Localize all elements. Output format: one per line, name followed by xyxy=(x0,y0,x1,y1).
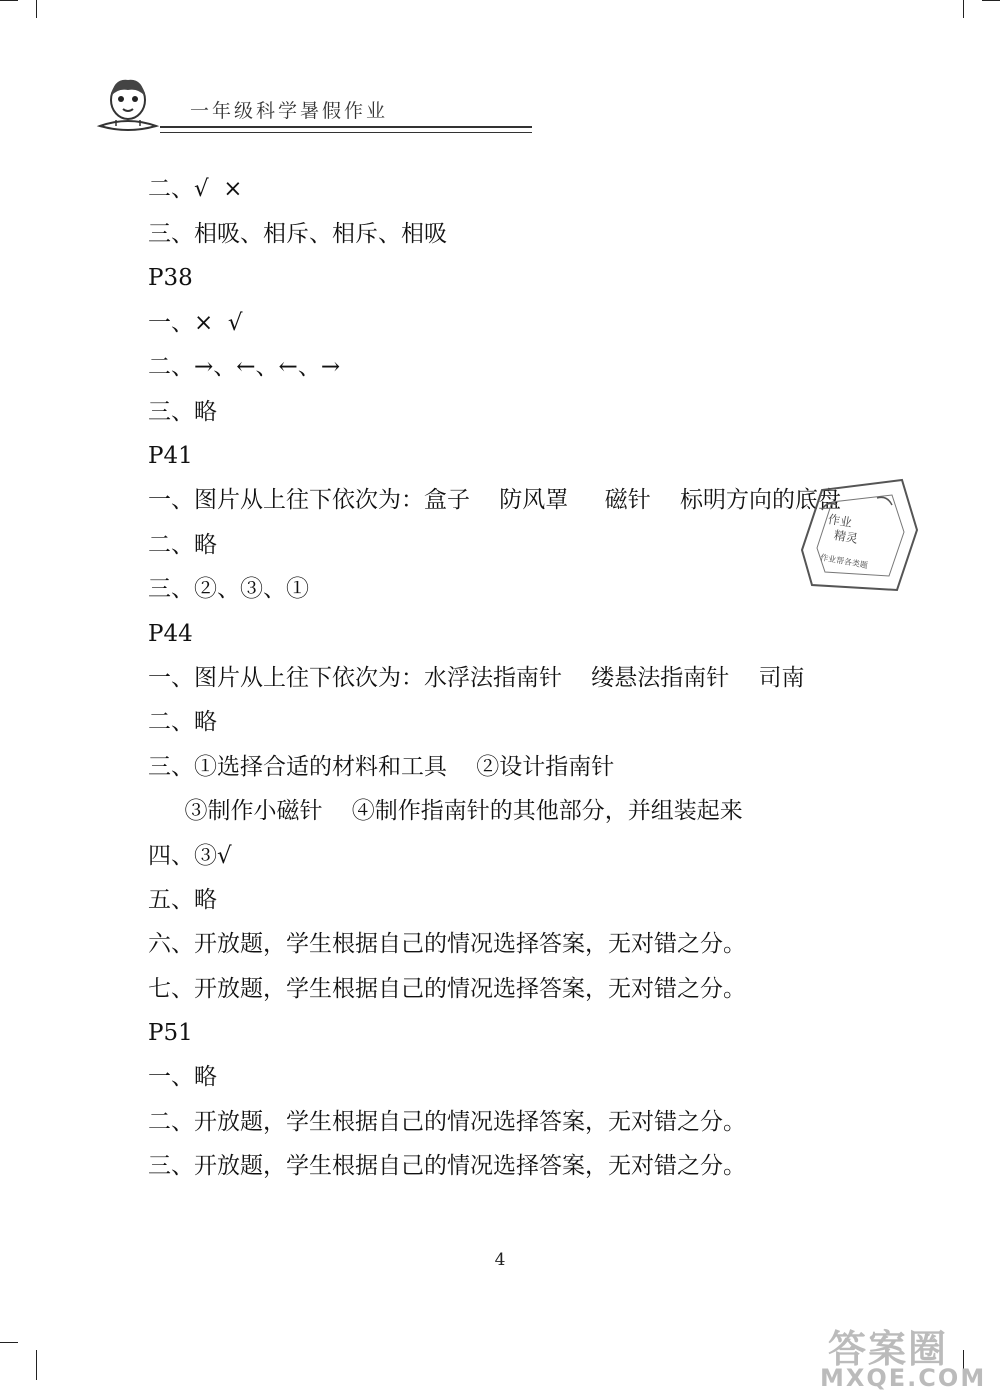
answer-line: 二、开放题，学生根据自己的情况选择答案，无对错之分。 xyxy=(148,1109,746,1135)
answer-line: 七、开放题，学生根据自己的情况选择答案，无对错之分。 xyxy=(148,976,746,1002)
cartoon-boy-icon xyxy=(96,72,160,134)
section-page-label: P51 xyxy=(148,1020,193,1046)
answer-line: 五、略 xyxy=(148,887,217,913)
answer-line: 二、→、←、←、→ xyxy=(148,354,341,380)
answer-line: ③制作小磁针 ④制作指南针的其他部分，并组装起来 xyxy=(148,798,743,824)
header-title: 一年级科学暑假作业 xyxy=(190,100,389,122)
header-rule xyxy=(160,132,532,133)
crop-mark xyxy=(36,1350,37,1380)
crop-mark xyxy=(0,1342,18,1343)
answer-line: 三、略 xyxy=(148,399,217,425)
answer-line: 三、相吸、相斥、相斥、相吸 xyxy=(148,221,447,247)
watermark-text: ​ xyxy=(288,712,292,758)
answer-line: 二、略 xyxy=(148,709,217,735)
logo-text: 答案圈 xyxy=(828,1327,949,1371)
section-page-label: P44 xyxy=(148,621,193,647)
answer-line: 三、②、③、① xyxy=(148,576,309,602)
answer-line: 一、图片从上往下依次为：盒子 防风罩 磁针 标明方向的底盘 xyxy=(148,487,842,513)
answer-line: 一、图片从上往下依次为：水浮法指南针 缕悬法指南针 司南 xyxy=(148,665,805,691)
answer-line: 二、略 xyxy=(148,532,217,558)
section-page-label: P38 xyxy=(148,265,193,291)
logo-url: MXQE.COM xyxy=(820,1364,987,1392)
stamp-text: 精灵 xyxy=(832,528,859,546)
page-number: 4 xyxy=(494,1250,506,1270)
answer-line: 三、①选择合适的材料和工具 ②设计指南针 xyxy=(148,754,615,780)
answer-line: 一、略 xyxy=(148,1064,217,1090)
header-rule xyxy=(160,126,532,128)
section-page-label: P41 xyxy=(148,443,193,469)
crop-mark xyxy=(963,0,964,18)
crop-mark xyxy=(0,0,18,1)
stamp-text: 作业 xyxy=(826,512,853,530)
answer-line: 二、√ × xyxy=(148,176,243,202)
answer-line: 六、开放题，学生根据自己的情况选择答案，无对错之分。 xyxy=(148,931,746,957)
crop-mark xyxy=(982,0,1000,1)
answer-line: 一、× √ xyxy=(148,310,243,336)
answer-line: 三、开放题，学生根据自己的情况选择答案，无对错之分。 xyxy=(148,1153,746,1179)
answer-line: 四、③√ xyxy=(148,843,232,869)
crop-mark xyxy=(36,0,37,18)
stamp-text: 作业帮各类题 xyxy=(819,552,869,571)
corner-watermark-logo xyxy=(780,1318,1000,1399)
